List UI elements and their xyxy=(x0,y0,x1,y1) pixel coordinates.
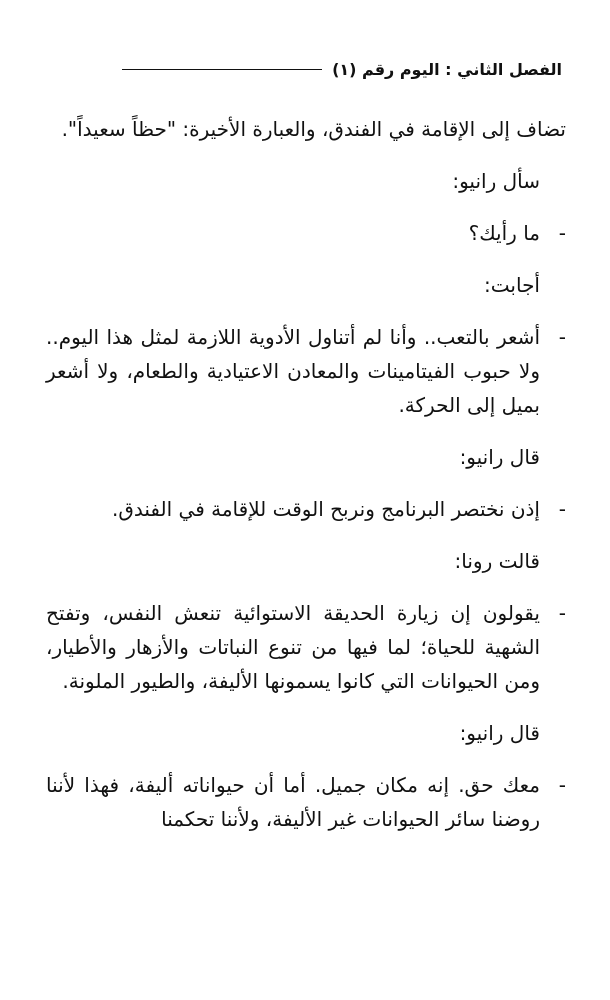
speaker-cue-text: أجابت: xyxy=(484,273,540,297)
speaker-cue-text: قال رانيو: xyxy=(459,721,540,745)
chapter-title: الفصل الثاني : اليوم رقم (١) xyxy=(332,60,562,79)
speaker-cue-text: قال رانيو: xyxy=(459,445,540,469)
dialogue-dash: - xyxy=(558,325,566,349)
dialogue-dash: - xyxy=(558,221,566,245)
paragraph-text: تضاف إلى الإقامة في الفندق، والعبارة الأخيرة: "حظاً سعيداً". xyxy=(61,117,566,141)
running-header xyxy=(52,60,562,79)
header-rule xyxy=(122,69,322,70)
dialogue-dash: - xyxy=(558,601,566,625)
speaker-cue xyxy=(46,716,566,750)
dialogue-line xyxy=(46,492,566,526)
dialogue-text: يقولون إن زيارة الحديقة الاستوائية تنعش النفس، وتفتح الشهية للحياة؛ لما فيها من تنوع النباتات والأزهار والأطيار، ومن الحيوانات التي كانوا يسمونها الأليفة، والطيور الملونة. xyxy=(46,601,540,693)
speaker-cue xyxy=(46,164,566,198)
dialogue-line xyxy=(46,320,566,422)
paragraph-continuation xyxy=(46,112,566,146)
dialogue-line xyxy=(46,768,566,836)
dialogue-text: ما رأيك؟ xyxy=(468,221,540,245)
dialogue-text: أشعر بالتعب.. وأنا لم أتناول الأدوية اللازمة لمثل هذا اليوم.. ولا حبوب الفيتامينات والمعادن الاعتيادية والطعام، ولا أشعر بميل إلى الحركة. xyxy=(46,325,540,417)
speaker-cue-text: سأل رانيو: xyxy=(452,169,540,193)
dialogue-line xyxy=(46,596,566,698)
speaker-cue-text: قالت رونا: xyxy=(454,549,540,573)
dialogue-text: معك حق. إنه مكان جميل. أما أن حيواناته أليفة، فهذا لأننا روضنا سائر الحيوانات غير الأليفة، ولأننا تحكمنا xyxy=(46,773,540,831)
speaker-cue xyxy=(46,268,566,302)
speaker-cue xyxy=(46,544,566,578)
body-text xyxy=(46,112,566,854)
dialogue-text: إذن نختصر البرنامج ونربح الوقت للإقامة في الفندق. xyxy=(112,497,540,521)
speaker-cue xyxy=(46,440,566,474)
dialogue-line xyxy=(46,216,566,250)
dialogue-dash: - xyxy=(558,497,566,521)
dialogue-dash: - xyxy=(558,773,566,797)
